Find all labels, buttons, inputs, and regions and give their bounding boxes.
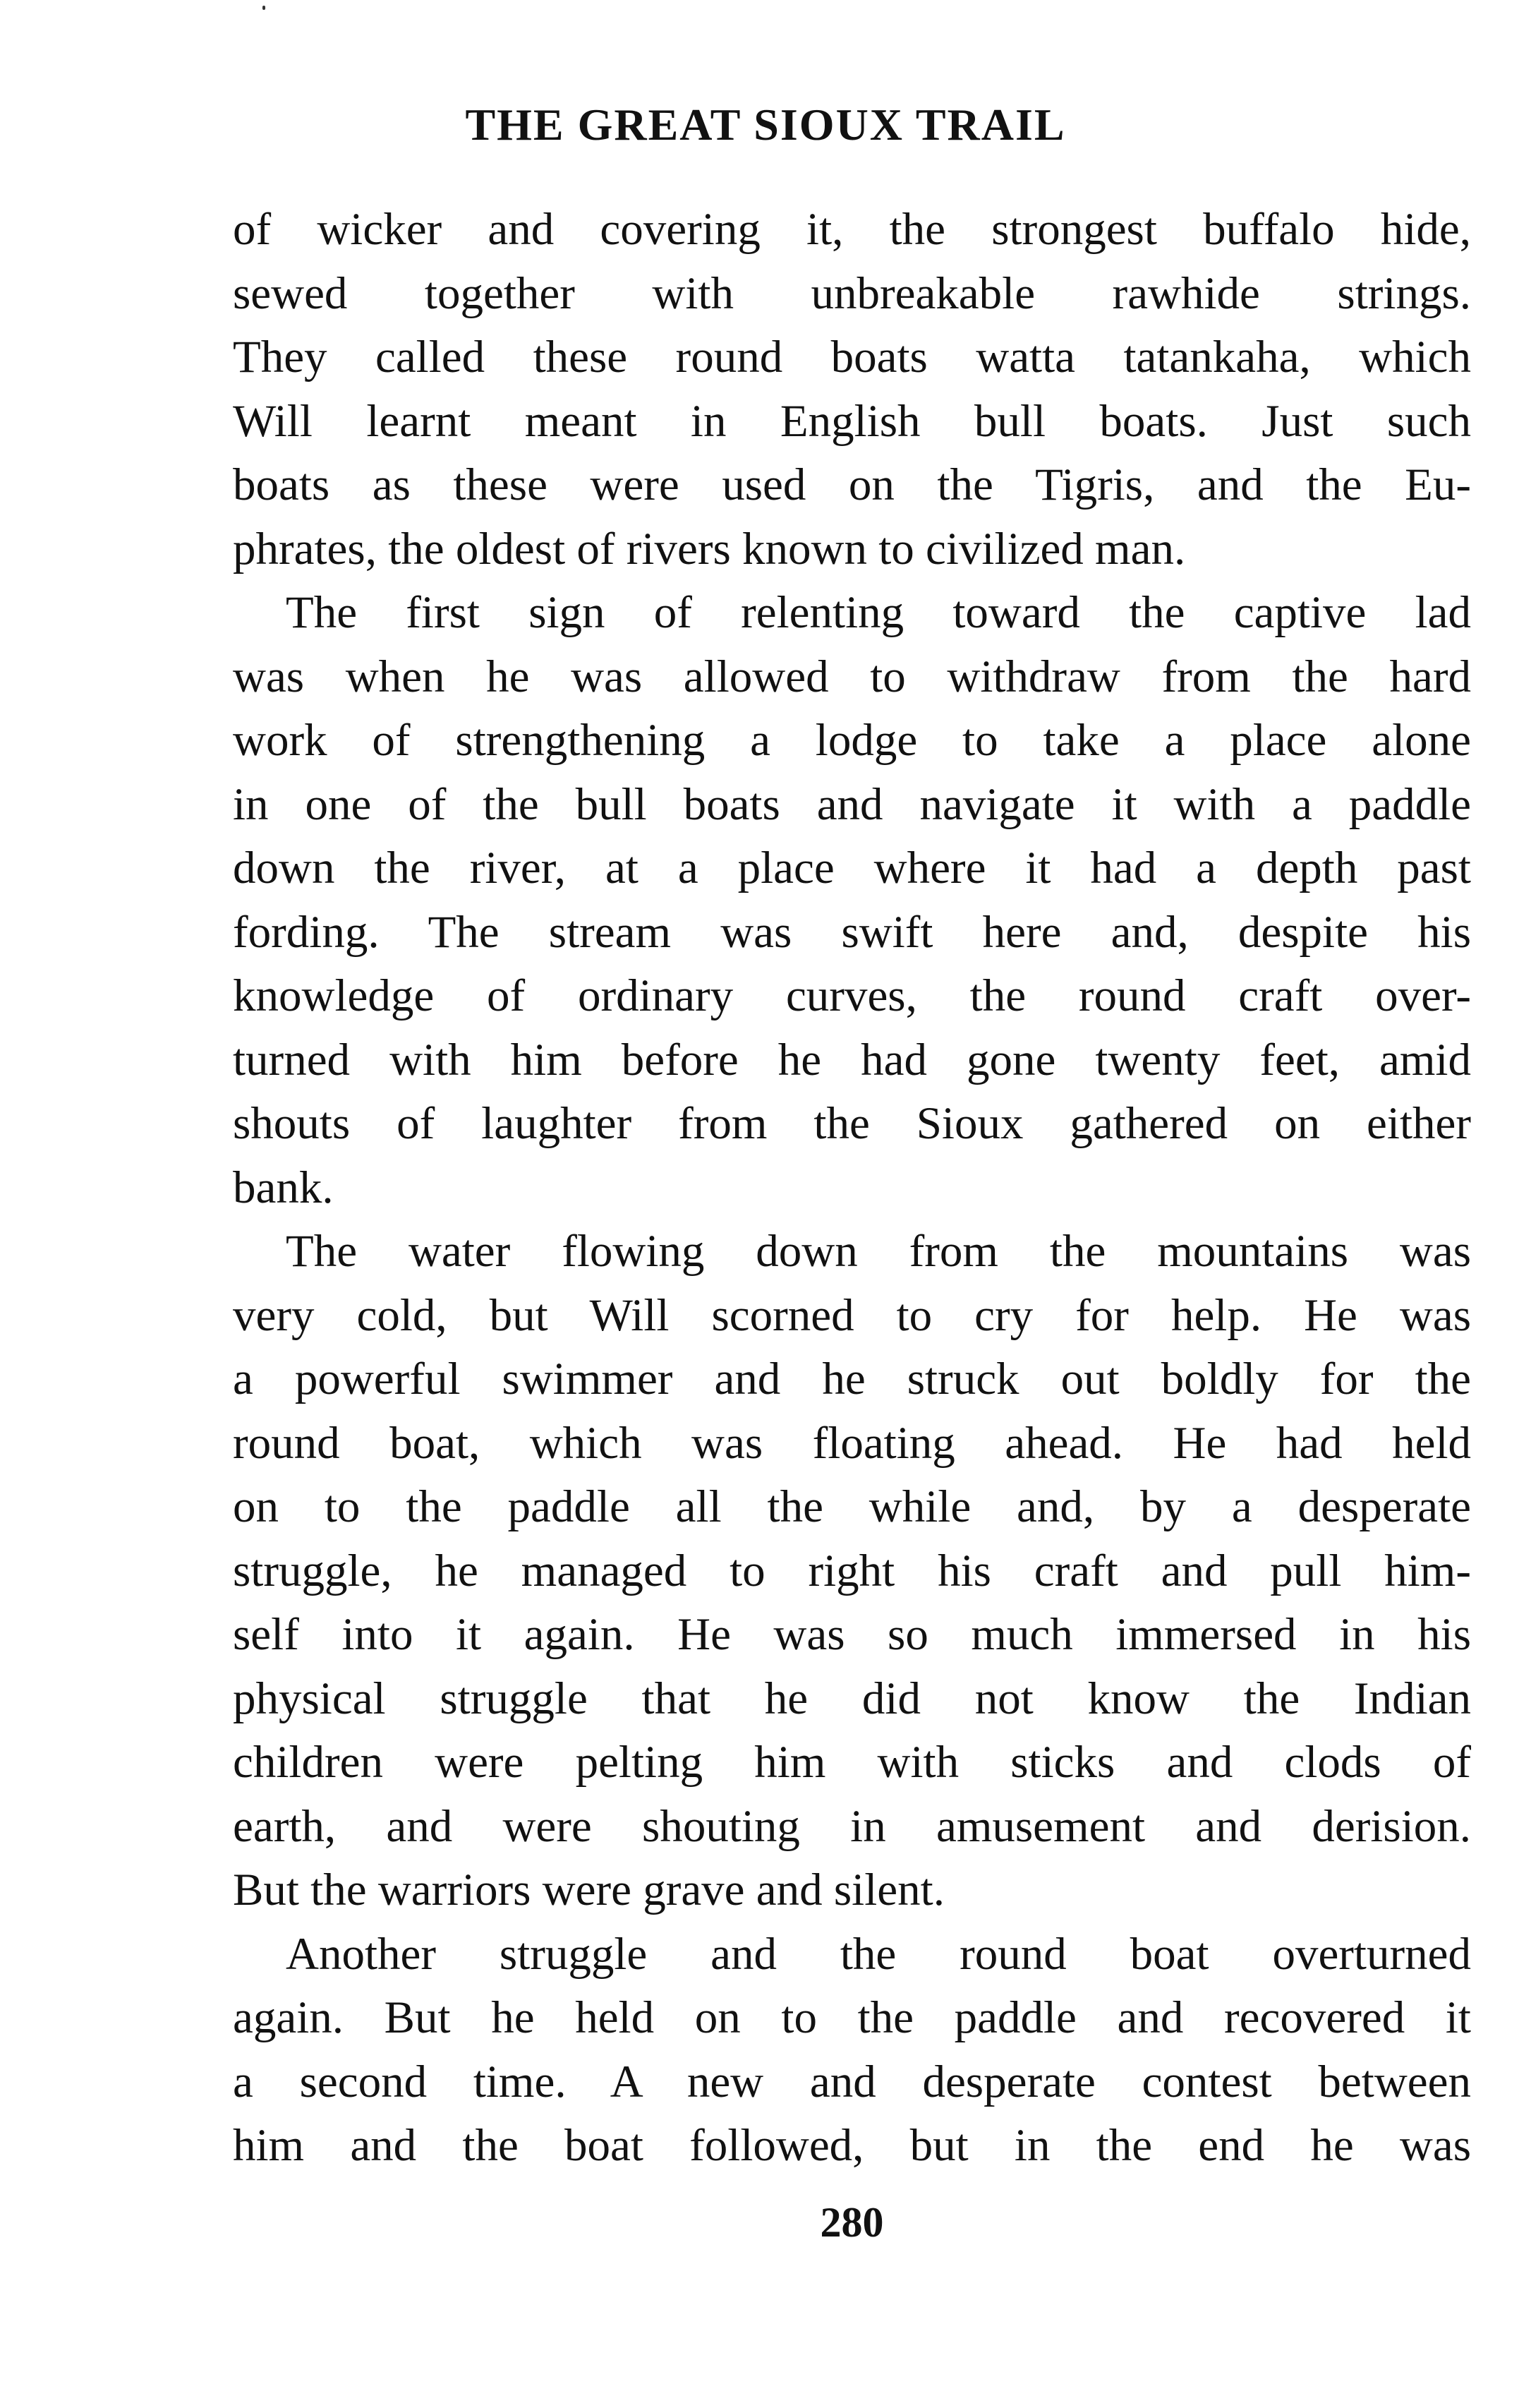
text-line: struggle, he managed to right his craft and pull him- — [233, 1545, 1471, 1596]
text-line: fording. The stream was swift here and, despite his — [233, 906, 1471, 958]
text-line: But the warriors were grave and silent. — [233, 1865, 945, 1915]
running-head: THE GREAT SIOUX TRAIL — [465, 100, 1066, 150]
text-line: phrates, the oldest of rivers known to civilized man. — [233, 523, 1186, 574]
text-line: shouts of laughter from the Sioux gathered on either — [233, 1098, 1471, 1149]
text-line: boats as these were used on the Tigris, and the Eu- — [233, 459, 1471, 510]
paragraph — [233, 1922, 1471, 2178]
text-line: work of strengthening a lodge to take a place alone — [233, 715, 1471, 766]
body-text — [233, 198, 1471, 2178]
page-number: 280 — [820, 2199, 884, 2246]
text-line: Will learnt meant in English bull boats. Just such — [233, 395, 1471, 447]
text-line: on to the paddle all the while and, by a desperate — [233, 1481, 1471, 1532]
text-line: sewed together with unbreakable rawhide strings. — [233, 267, 1471, 319]
text-line: The first sign of relenting toward the captive lad — [286, 587, 1471, 638]
text-line: very cold, but Will scorned to cry for help. He was — [233, 1289, 1471, 1341]
text-line: of wicker and covering it, the strongest buffalo hide, — [233, 204, 1471, 255]
text-line: turned with him before he had gone twenty feet, amid — [233, 1034, 1471, 1085]
text-line: Another struggle and the round boat overturned — [286, 1928, 1471, 1980]
text-line: him and the boat followed, but in the end he was — [233, 2120, 1471, 2171]
text-line: They called these round boats watta tatankaha, which — [233, 332, 1471, 383]
text-line: a powerful swimmer and he struck out boldly for the — [233, 1354, 1471, 1404]
text-line: in one of the bull boats and navigate it with a paddle — [233, 778, 1471, 830]
text-line: again. But he held on to the paddle and recovered it — [233, 1992, 1471, 2043]
text-line: self into it again. He was so much immersed in his — [233, 1609, 1471, 1660]
paragraph — [233, 1220, 1471, 1922]
text-line: round boat, which was floating ahead. He had held — [233, 1417, 1471, 1469]
text-line: was when he was allowed to withdraw from the hard — [233, 651, 1471, 702]
text-line: physical struggle that he did not know the Indian — [233, 1673, 1471, 1724]
text-line: bank. — [233, 1162, 334, 1213]
text-line: earth, and were shouting in amusement and derision. — [233, 1800, 1471, 1852]
scan-speck — [262, 6, 265, 10]
text-line: children were pelting him with sticks and clods of — [233, 1737, 1471, 1788]
paragraph — [233, 581, 1471, 1220]
text-line: The water flowing down from the mountains was — [286, 1226, 1471, 1277]
text-line: a second time. A new and desperate contest between — [233, 2056, 1471, 2107]
paragraph — [233, 198, 1471, 581]
text-line: down the river, at a place where it had a depth past — [233, 843, 1471, 893]
text-line: knowledge of ordinary curves, the round craft over- — [233, 970, 1471, 1021]
